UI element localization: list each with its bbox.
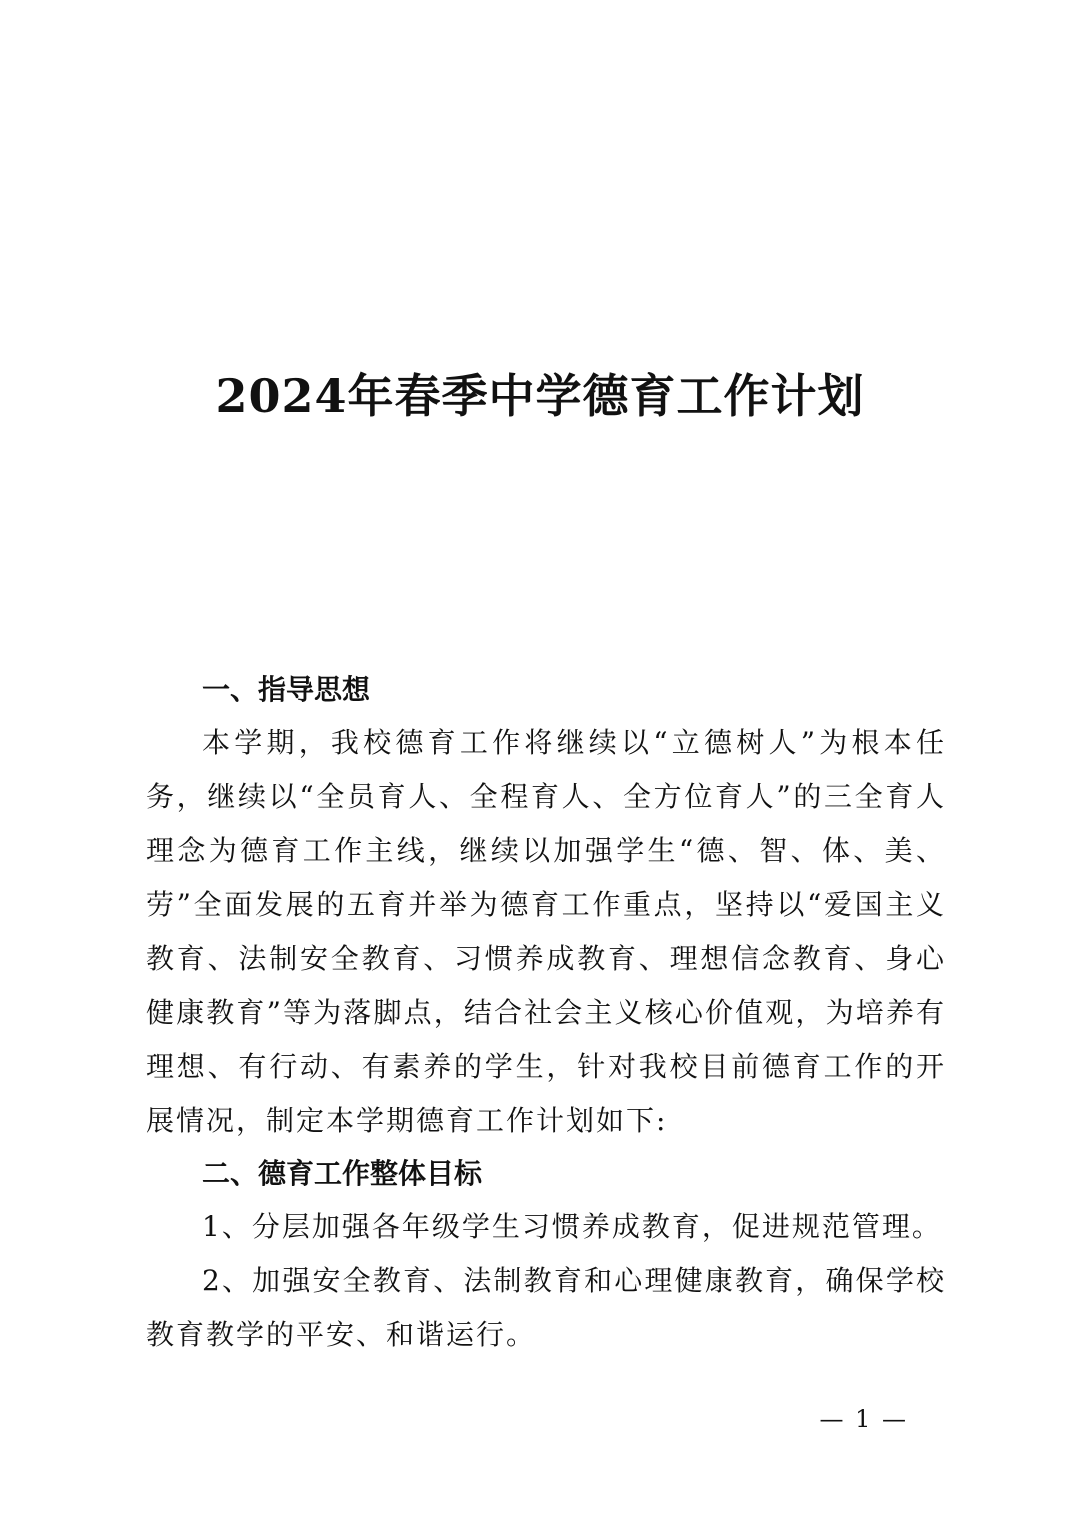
paragraph: 本学期，我校德育工作将继续以“立德树人”为根本任务，继续以“全员育人、全程育人、全方位育人”的三全育人理念为德育工作主线，继续以加强学生“德、智、体、美、劳”全面发展的五育并举为德育工作重点，坚持以“爱国主义教育、法制安全教育、习惯养成教育、理想信念教育、身心健康教育”等为落脚点，结合社会主义核心价值观，为培养有理想、有行动、有素养的学生，针对我校目前德育工作的开展情况，制定本学期德育工作计划如下: [146,726,946,1137]
paragraph: 2、加强安全教育、法制教育和心理健康教育，确保学校教育教学的平安、和谐运行。 [146,1264,946,1351]
paragraph: 1、分层加强各年级学生习惯养成教育，促进规范管理。 [202,1210,942,1243]
section-heading: 一、指导思想 [202,673,371,706]
section-guiding-ideology [146,664,946,1148]
page-number: — 1 — [819,1405,908,1433]
document-body [146,664,946,1362]
section-heading: 二、德育工作整体目标 [202,1157,483,1190]
section-overall-goals [146,1148,946,1362]
document-title: 2024年春季中学德育工作计划 [215,369,865,423]
